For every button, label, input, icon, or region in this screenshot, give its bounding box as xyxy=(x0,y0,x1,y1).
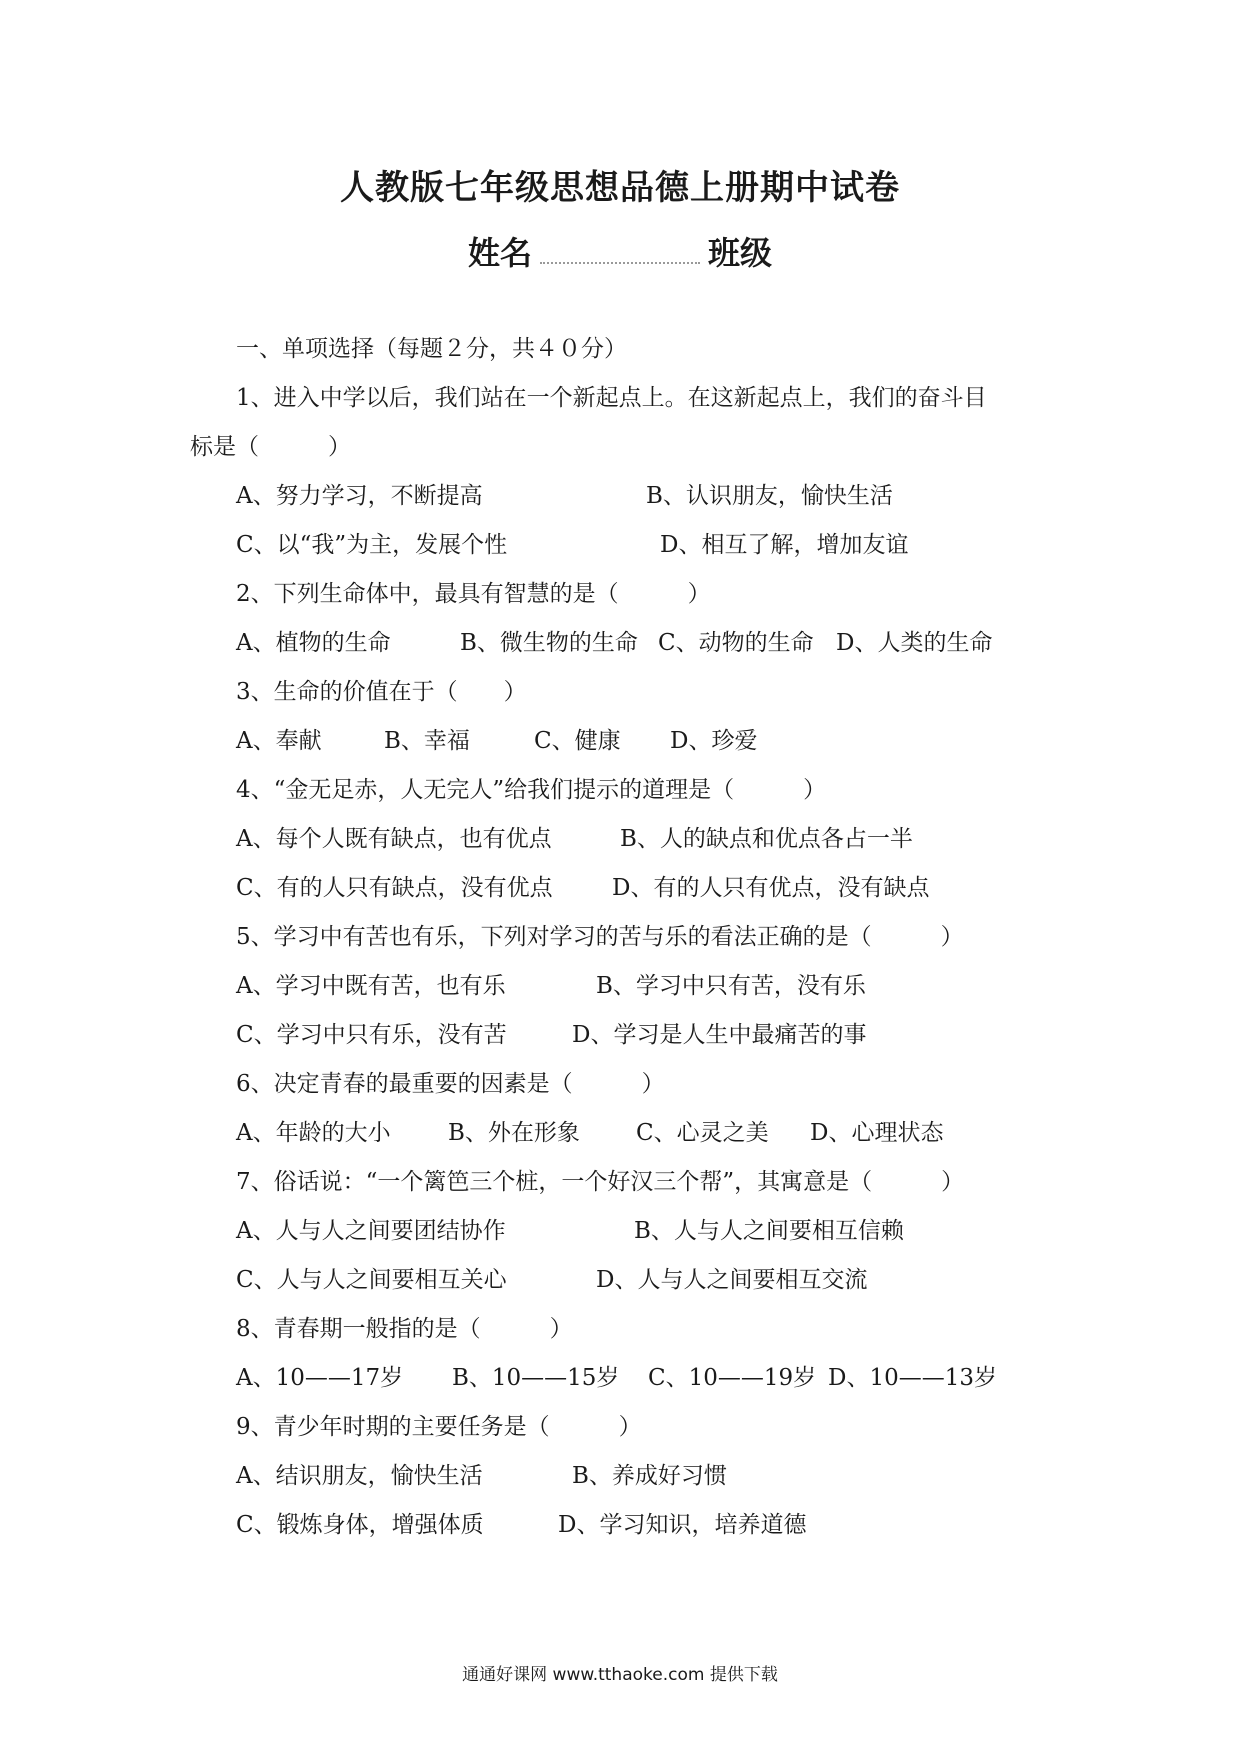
q2-stem: 2、下列生命体中，最具有智慧的是（ ） xyxy=(236,581,711,607)
q3-option-b: B、幸福 xyxy=(384,728,470,754)
q6-option-b: B、外在形象 xyxy=(448,1120,580,1146)
q1-stem-cont: 标是（ ） xyxy=(190,434,351,460)
q1-option-d: D、相互了解，增加友谊 xyxy=(660,532,909,558)
name-label: 姓名 xyxy=(467,234,532,272)
q8-option-b: B、10——15岁 xyxy=(452,1365,620,1391)
q4-stem: 4、“金无足赤，人无完人”给我们提示的道理是（ ） xyxy=(236,777,827,803)
q2-option-c: C、动物的生命 xyxy=(658,630,814,656)
q6-stem: 6、决定青春的最重要的因素是（ ） xyxy=(236,1071,665,1097)
q2-option-b: B、微生物的生命 xyxy=(460,630,638,656)
q5-stem: 5、学习中有苦也有乐，下列对学习的苦与乐的看法正确的是（ ） xyxy=(236,924,964,950)
q5-option-c: C、学习中只有乐，没有苦 xyxy=(236,1022,507,1048)
q4-option-b: B、人的缺点和优点各占一半 xyxy=(620,826,913,852)
section-heading: 一、单项选择（每题２分，共４０分） xyxy=(236,336,627,362)
q9-stem: 9、青少年时期的主要任务是（ ） xyxy=(236,1414,642,1440)
q8-option-d: D、10——13岁 xyxy=(828,1365,997,1391)
q7-option-a: A、人与人之间要团结协作 xyxy=(236,1218,506,1244)
q7-option-d: D、人与人之间要相互交流 xyxy=(596,1267,868,1293)
q3-option-a: A、奉献 xyxy=(236,728,322,754)
q1-stem: 1、进入中学以后，我们站在一个新起点上。在这新起点上，我们的奋斗目 xyxy=(236,385,987,411)
page-title: 人教版七年级思想品德上册期中试卷 xyxy=(340,168,900,208)
q4-option-d: D、有的人只有优点，没有缺点 xyxy=(612,875,930,901)
q2-option-d: D、人类的生命 xyxy=(836,630,993,656)
q4-option-a: A、每个人既有缺点，也有优点 xyxy=(236,826,552,852)
q6-option-a: A、年龄的大小 xyxy=(236,1120,391,1146)
q7-stem: 7、俗话说：“一个篱笆三个桩，一个好汉三个帮”，其寓意是（ ） xyxy=(236,1169,965,1195)
q8-stem: 8、青春期一般指的是（ ） xyxy=(236,1316,573,1342)
q6-option-d: D、心理状态 xyxy=(810,1120,944,1146)
q1-option-c: C、以“我”为主，发展个性 xyxy=(236,532,508,558)
q9-option-d: D、学习知识，培养道德 xyxy=(558,1512,807,1538)
footer-text: 通通好课网 www.tthaoke.com 提供下载 xyxy=(462,1665,778,1685)
q4-option-c: C、有的人只有缺点，没有优点 xyxy=(236,875,553,901)
q8-option-c: C、10——19岁 xyxy=(648,1365,817,1391)
q3-option-c: C、健康 xyxy=(534,728,621,754)
q9-option-b: B、养成好习惯 xyxy=(572,1463,727,1489)
q1-option-b: B、认识朋友，愉快生活 xyxy=(646,483,893,509)
q5-option-a: A、学习中既有苦，也有乐 xyxy=(236,973,506,999)
name-blank[interactable] xyxy=(540,254,700,264)
class-label: 班级 xyxy=(708,234,773,272)
q1-option-a: A、努力学习，不断提高 xyxy=(236,483,483,509)
q5-option-b: B、学习中只有苦，没有乐 xyxy=(596,973,866,999)
q2-option-a: A、植物的生命 xyxy=(236,630,391,656)
q3-option-d: D、珍爱 xyxy=(670,728,758,754)
q7-option-b: B、人与人之间要相互信赖 xyxy=(634,1218,904,1244)
q8-option-a: A、10——17岁 xyxy=(236,1365,404,1391)
q9-option-c: C、锻炼身体，增强体质 xyxy=(236,1512,484,1538)
q6-option-c: C、心灵之美 xyxy=(636,1120,769,1146)
name-class-row xyxy=(0,228,1240,274)
q7-option-c: C、人与人之间要相互关心 xyxy=(236,1267,507,1293)
q3-stem: 3、生命的价值在于（ ） xyxy=(236,679,527,705)
q9-option-a: A、结识朋友，愉快生活 xyxy=(236,1463,483,1489)
q5-option-d: D、学习是人生中最痛苦的事 xyxy=(572,1022,867,1048)
